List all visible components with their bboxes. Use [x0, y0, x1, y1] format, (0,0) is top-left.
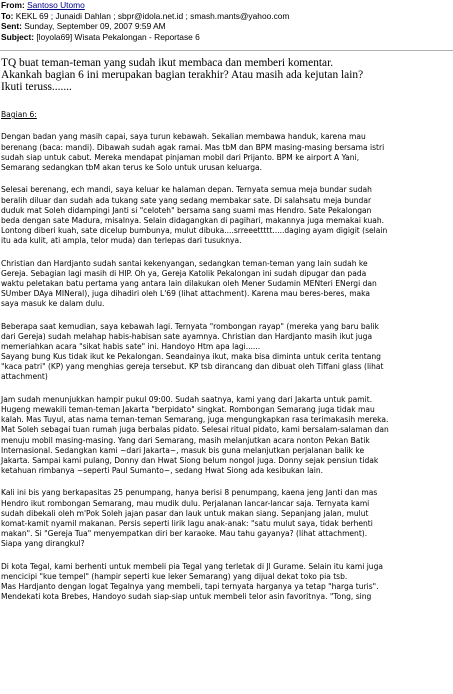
section-title: Bagian 6: — [1, 110, 37, 119]
paragraph-line: sudah dibekali oleh m'Pok Soleh jajan pasar dan lauk untuk makan siang. Sepanjang jalan, mulut — [1, 508, 369, 518]
paragraph-line: berenang (baca: mandi). Dibawah sudah agak ramai. Mas tbM dan BPM masing-masing bersama istri — [1, 142, 385, 152]
body-paragraph — [1, 395, 451, 476]
paragraph-line: Selesai berenang, ech mandi, saya keluar ke halaman depan. Ternyata semua meja bundar sudah — [1, 185, 372, 195]
header-divider — [0, 50, 453, 51]
paragraph-line: SUmber DAya MINeral), juga dihadiri oleh L'69 (lihat attachment). Karena mau beres-beres, maka — [1, 289, 371, 299]
paragraph-line: Siapa yang dirangkul? — [1, 539, 85, 549]
intro-block — [1, 58, 446, 93]
paragraph-line: "kaca patri" (KP) yang menghias gereja tersebut. KP tsb dirancang dan dibuat oleh Tiffani glass (lihat — [1, 362, 384, 372]
paragraph-line: Kali ini bis yang berkapasitas 25 penumpang, hanya berisi 8 penumpang, kaena jeng Janti dan mas — [1, 488, 378, 498]
body-paragraph — [1, 488, 451, 549]
intro-line: TQ buat teman-teman yang sudah ikut membaca dan memberi komentar. — [1, 57, 334, 69]
paragraph-line: Gereja. Sebagian lagi masih di HIP. Oh ya, Gereja Katolik Pekalongan ini sudah dipugar dan pada — [1, 268, 367, 278]
paragraph-line: sudah siap untuk cabut. Mereka mendapat pinjaman mobil dari Prijanto. BPM ke airport A Yani, — [1, 152, 360, 162]
intro-line: Ikuti teruss....... — [1, 80, 72, 93]
paragraph-line: kalah. Mas Tuyul, atas nama teman-teman Semarang, juga mengungkapkan rasa terimakasih mereka. — [1, 415, 389, 425]
to-recipients: KEKL 69 ; Junaidi Dahlan ; sbpr@idola.net.id ; smash.mants@yahoo.com — [15, 10, 290, 21]
paragraph-line: Mas Hardjanto dengan logat Tegalnya yang membeli, tapi ternyata harganya ya tetap "harga turis". — [1, 582, 379, 592]
paragraph-line: Sayang bung Kus tidak ikut ke Pekalongan. Seandainya ikut, maka bisa diminta untuk cerita tentang — [1, 352, 381, 362]
paragraph-line: Hendro ikut rombongan Semarang, mau mudik dulu. Perjalanan lancar-lancar saja. Ternyata kami — [1, 498, 370, 508]
message-body — [1, 110, 451, 615]
to-row — [0, 11, 453, 22]
paragraph-line: mencicipi "kue tempel" (hampir seperti kue leker Semarang) yang dijual dekat toko pia tsb. — [1, 571, 348, 581]
paragraph-line: Mat Soleh sebagai tuan rumah juga berbalas pidato. Selesai ritual pidato, kami bersalam-salaman dan — [1, 425, 389, 435]
paragraph-line: Internasional. Sedangkan kami ~dari Jakarta~, masuk bis guna melanjutkan perjalanan balik ke — [1, 445, 365, 455]
paragraph-line: menuju mobil masing-masing. Yang dari Semarang, masih melanjutkan acara nonton Pekan Batik — [1, 435, 370, 445]
subject-label: Subject: — [1, 31, 35, 42]
paragraph-line: Jam sudah menunjukkan hampir pukul 09:00. Sudah saatnya, kami yang dari Jakarta untuk pamit. — [1, 394, 373, 404]
body-paragraph — [1, 562, 451, 603]
sent-date: Sunday, September 09, 2007 9:59 AM — [24, 21, 166, 32]
sent-label: Sent: — [1, 21, 22, 32]
paragraph-line: komat-kamit nyamil makanan. Persis seperti lirik lagu anak-anak: "satu mulut saya, tidak berhenti — [1, 518, 373, 528]
to-label: To: — [1, 10, 14, 21]
paragraph-line: beralih diluar dan sudah ada tukang sate yang sedang membakar sate. Di salahsatu meja bundar — [1, 195, 372, 205]
intro-line: Akankah bagian 6 ini merupakan bagian terakhir? Atau masih ada kejutan lain? — [1, 68, 364, 81]
paragraph-line: itu ada kulit, ati ampla, telor muda) dan terlepas dari tusuknya. — [1, 236, 242, 246]
paragraph-line: saya masuk ke dalam dulu. — [1, 299, 105, 309]
paragraph-line: Semarang sedangkan tbM akan terus ke Solo untuk urusan keluarga. — [1, 162, 263, 172]
paragraph-line: ketahuan rimbanya ~seperti Paul Sumanto~, sedang Hwat Siong ada kesibukan lain. — [1, 466, 324, 476]
paragraph-line: Lontong diberi kuah, sate dicelup bumbunya, mulut dibuka....srreeettttt.....daging ayam digigit (selain — [1, 226, 388, 235]
from-row — [0, 0, 453, 11]
subject-value: [loyola69] Wisata Pekalongan - Reportase 6 — [36, 31, 200, 42]
paragraph-line: Dengan badan yang masih capai, saya turun kebawah. Sekalian membawa handuk, karena mau — [1, 132, 366, 142]
paragraph-line: Mendekati kota Brebes, Handoyo sudah siap-siap untuk membeli telor asin favoritnya. "Tong, sing — [1, 592, 372, 602]
paragraph-line: Christian dan Hardjanto sudah santai kekenyangan, sedangkan teman-teman yang lain sudah ke — [1, 258, 368, 268]
paragraph-line: makan". Si "Gereja Tua" menyempatkan diri ber karaoke. Mau tahu gayanya? (lihat attachment). — [1, 529, 368, 539]
paragraph-line: Di kota Tegal, kami berhenti untuk membeli pia Tegal yang terletak di Jl Gurame. Selain itu kami juga — [1, 561, 384, 571]
paragraph-line: beda dengan sate Madura, misalnya. Selain didagangkan di pagihari, makannya juga memakai kuah. — [1, 215, 385, 225]
paragraph-line: waktu peletakan batu pertama yang antara lain dilakukan oleh Mener Sudamin MENteri ENergi dan — [1, 278, 377, 288]
from-label: From: — [1, 0, 25, 10]
from-sender-link[interactable]: Santoso Utomo — [27, 0, 85, 10]
body-paragraph — [1, 185, 451, 246]
sent-row — [0, 21, 453, 32]
body-paragraph — [1, 259, 451, 310]
body-paragraph — [1, 322, 451, 383]
subject-row — [0, 32, 453, 43]
paragraph-line: Jakarta. Sampai kami pulang, Donny dan Hwat Siong belum nongol juga. Donny sejak pensiun tidak — [1, 455, 379, 465]
paragraph-line: duduk mat Soleh didampingi Janti si "celoteh" bersama sang suami mas Hendro. Sate Pekalongan — [1, 205, 372, 215]
email-header — [0, 0, 453, 42]
paragraph-line: Beberapa saat kemudian, saya kebawah lagi. Ternyata "rombongan rayap" (mereka yang baru balik — [1, 321, 379, 331]
paragraph-line: Hugeng mewakili teman-teman Jakarta "berpidato" singkat. Rombongan Semarang juga tidak mau — [1, 405, 375, 415]
paragraphs-container — [1, 132, 451, 602]
paragraph-line: dari Gereja) sudah melahap habis-habisan sate ayamnya. Christian dan Hardjanto masih ikut juga — [1, 331, 373, 341]
paragraph-line: memeriahkan acara "sikat habis sate" ini. Handoyo Htm apa lagi...... — [1, 342, 261, 351]
body-paragraph — [1, 132, 451, 173]
paragraph-line: attachment) — [1, 372, 48, 382]
